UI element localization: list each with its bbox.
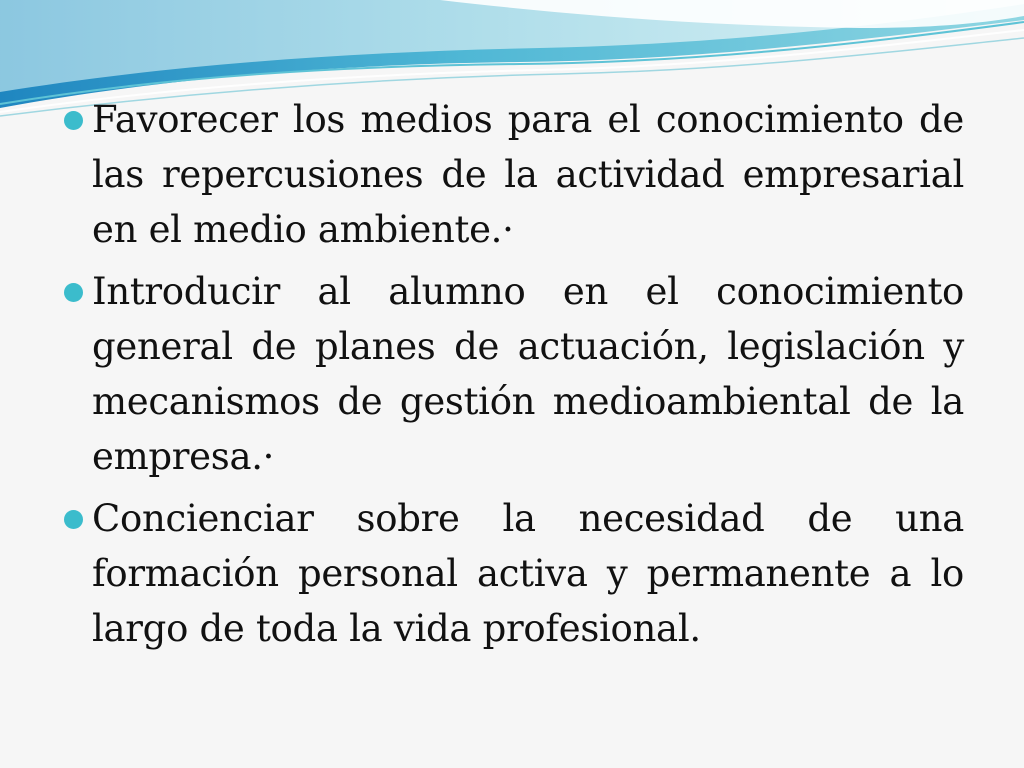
bullet-dot-icon [64,510,83,529]
bullet-dot-icon [64,111,83,130]
bullet-text: Introducir al alumno en el conocimiento general de planes de actuación, legislación y mecanismos de gestión medioambiental de la empresa.· [92,270,964,478]
bullet-item [64,92,964,257]
bullet-text: Favorecer los medios para el conocimiento de las repercusiones de la actividad empresarial en el medio ambiente.· [92,98,964,251]
bullet-list [64,92,964,663]
bullet-dot-icon [64,283,83,302]
bullet-item [64,264,964,484]
bullet-text: Concienciar sobre la necesidad de una formación personal activa y permanente a lo largo de toda la vida profesional. [92,497,964,650]
bullet-item [64,491,964,656]
